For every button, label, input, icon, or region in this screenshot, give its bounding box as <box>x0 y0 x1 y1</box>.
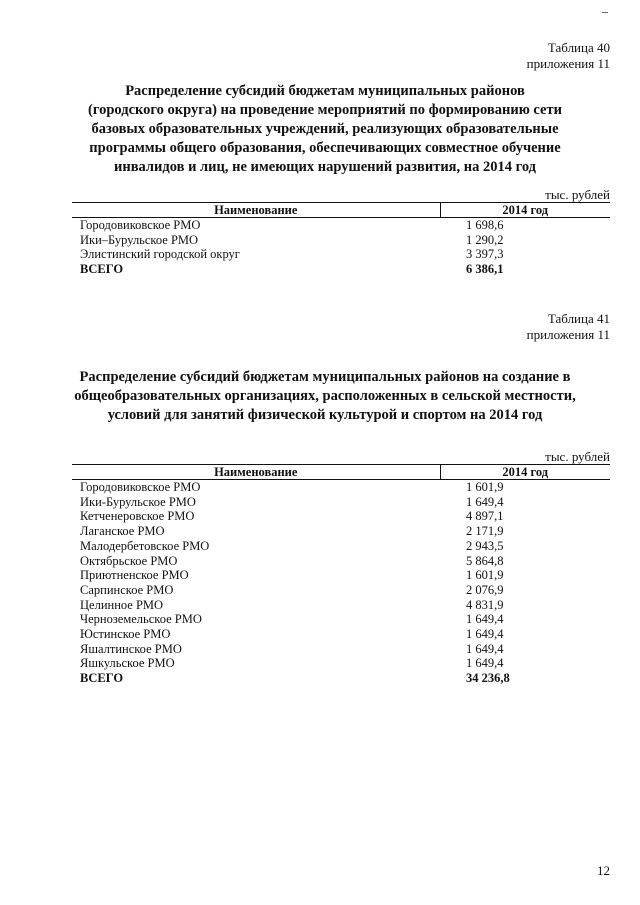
table41-total-row <box>72 671 610 686</box>
total-label: ВСЕГО <box>80 671 124 686</box>
row-value: 4 897,1 <box>466 509 504 524</box>
table41-header-row <box>72 465 610 480</box>
table41 <box>72 464 610 686</box>
row-value: 2 943,5 <box>466 538 504 553</box>
row-value: 3 397,3 <box>466 247 504 262</box>
row-name: Яшкульское РМО <box>80 656 175 671</box>
row-name: Приютненское РМО <box>80 568 189 583</box>
table-row <box>72 495 610 510</box>
total-label: ВСЕГО <box>80 262 124 277</box>
row-name: Яшалтинское РМО <box>80 641 182 656</box>
row-value: 1 649,4 <box>466 627 504 642</box>
table-row <box>72 627 610 642</box>
row-value: 2 076,9 <box>466 582 504 597</box>
row-name: Кетченеровское РМО <box>80 509 195 524</box>
table-row <box>72 568 610 583</box>
row-value: 1 649,4 <box>466 641 504 656</box>
table41-units: тыс. рублей <box>545 449 610 464</box>
row-value: 1 649,4 <box>466 494 504 509</box>
row-value: 2 171,9 <box>466 524 504 539</box>
table40-appendix: приложения 11 <box>526 56 610 71</box>
table40-total-row <box>72 262 610 277</box>
table-row <box>72 554 610 569</box>
table41-title-line: общеобразовательных организациях, расположенных в сельской местности, <box>74 388 576 404</box>
row-value: 1 649,4 <box>466 612 504 627</box>
corner-mark <box>602 12 608 13</box>
row-name: Городовиковское РМО <box>80 480 201 494</box>
table40-col-year: 2014 год <box>440 203 610 218</box>
table40-header-row <box>72 203 610 218</box>
table41-col-name: Наименование <box>72 465 440 480</box>
row-name: Малодербетовское РМО <box>80 538 210 553</box>
table-row <box>72 247 610 262</box>
row-name: Ики–Бурульское РМО <box>80 232 199 247</box>
table41-reference <box>527 311 610 343</box>
row-value: 1 698,6 <box>466 218 504 232</box>
row-name: Лаганское РМО <box>80 524 165 539</box>
row-name: Элистинский городской округ <box>80 247 240 262</box>
row-name: Целинное РМО <box>80 597 164 612</box>
row-name: Сарпинское РМО <box>80 582 174 597</box>
row-name: Черноземельское РМО <box>80 612 202 627</box>
table40-title-line: базовых образовательных учреждений, реализующих образовательные <box>91 121 559 137</box>
table-row <box>72 583 610 598</box>
table-row <box>72 233 610 248</box>
row-name: Юстинское РМО <box>80 627 171 642</box>
row-value: 4 831,9 <box>466 597 504 612</box>
table40-title-line: инвалидов и лиц, не имеющих нарушений развития, на 2014 год <box>113 159 537 175</box>
row-value: 1 601,9 <box>466 480 504 494</box>
table40-title <box>40 82 610 177</box>
table-row <box>72 656 610 671</box>
table41-col-year: 2014 год <box>440 465 610 480</box>
table41-number: Таблица 41 <box>547 311 610 326</box>
table40-reference <box>527 40 610 72</box>
row-value: 1 601,9 <box>466 568 504 583</box>
table-row <box>72 509 610 524</box>
table-row <box>72 218 610 233</box>
row-name: Октябрьское РМО <box>80 553 178 568</box>
table40-col-name: Наименование <box>72 203 440 218</box>
page-number: 12 <box>597 863 610 878</box>
table-row <box>72 480 610 495</box>
table40-units: тыс. рублей <box>545 187 610 202</box>
table41-title <box>40 368 610 425</box>
table40-title-line: (городского округа) на проведение мероприятий по формированию сети <box>88 102 562 118</box>
table-row <box>72 524 610 539</box>
row-value: 1 290,2 <box>466 232 504 247</box>
table40-title-line: программы общего образования, обеспечивающих совместное обучение <box>89 140 561 156</box>
total-value: 34 236,8 <box>466 671 510 686</box>
row-name: Городовиковское РМО <box>80 218 201 232</box>
table-row <box>72 539 610 554</box>
table41-appendix: приложения 11 <box>526 327 610 342</box>
table40 <box>72 202 610 277</box>
table-row <box>72 642 610 657</box>
row-name: Ики-Бурульское РМО <box>80 494 196 509</box>
table40-number: Таблица 40 <box>547 40 610 55</box>
total-value: 6 386,1 <box>466 262 504 277</box>
table-row <box>72 612 610 627</box>
table-row <box>72 598 610 613</box>
row-value: 1 649,4 <box>466 656 504 671</box>
row-value: 5 864,8 <box>466 553 504 568</box>
table41-title-line: условий для занятий физической культурой и спортом на 2014 год <box>107 407 543 423</box>
table41-title-line: Распределение субсидий бюджетам муниципальных районов на создание в <box>79 369 571 385</box>
table40-title-line: Распределение субсидий бюджетам муниципальных районов <box>125 83 525 99</box>
